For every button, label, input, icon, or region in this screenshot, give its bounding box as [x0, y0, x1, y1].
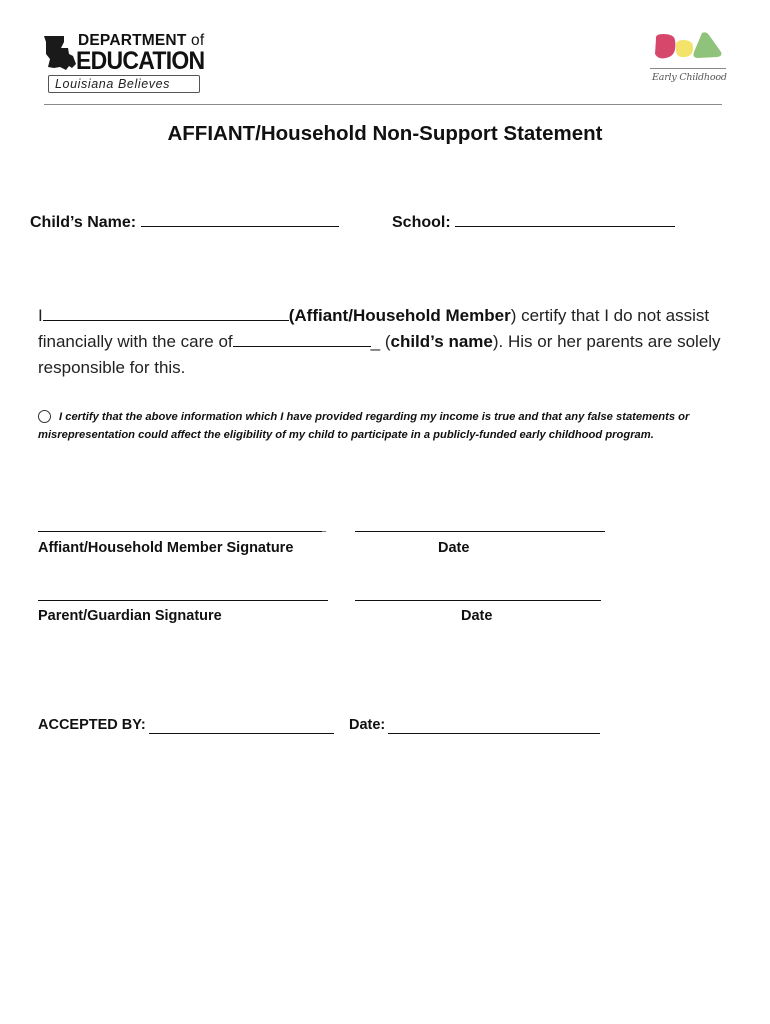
logo-tagline: Louisiana Believes: [48, 75, 200, 93]
accepted-by-label: ACCEPTED BY:: [38, 717, 146, 733]
logo-department-text: DEPARTMENT of: [78, 32, 205, 49]
affiant-name-input[interactable]: [43, 306, 289, 321]
date2-line[interactable]: [355, 600, 601, 601]
department-of-education-logo: [42, 32, 212, 94]
affiant-statement: I (Affiant/Household Member) certify that I do not assist financially with the care of _ (child’s name). His or her parents are solely responsible for this.: [38, 306, 721, 377]
school-input[interactable]: [455, 212, 675, 227]
document-title: AFFIANT/Household Non-Support Statement: [167, 122, 603, 145]
louisiana-state-icon: [42, 34, 78, 74]
child-name-inline-input[interactable]: [233, 332, 371, 347]
child-name-input[interactable]: [141, 212, 339, 227]
early-childhood-logo-text: Early Childhood: [652, 72, 727, 83]
school-field: [392, 212, 675, 232]
parent-signature-label: Parent/Guardian Signature: [38, 608, 222, 624]
certification-text: I certify that the above information which I have provided regarding my income is true and that any false statements or misrepresentation could affect the eligibility of my child to participate in a publicly-funded early childhood program.: [38, 411, 690, 441]
certify-radio[interactable]: [38, 410, 51, 423]
accepted-by-line[interactable]: [149, 733, 334, 734]
early-childhood-logo: [650, 30, 726, 100]
parent-signature-line[interactable]: [38, 600, 328, 601]
child-name-label: Child’s Name:: [30, 214, 137, 231]
affiant-signature-label: Affiant/Household Member Signature: [38, 540, 294, 556]
header-divider: [44, 104, 722, 105]
date1-line[interactable]: [355, 531, 605, 532]
accepted-date-line[interactable]: [388, 733, 600, 734]
early-childhood-shapes-icon: [650, 30, 724, 70]
date2-label: Date: [461, 608, 493, 624]
accepted-date-label: Date:: [349, 717, 386, 733]
logo-education-text: EDUCATION: [76, 47, 205, 75]
affiant-signature-line[interactable]: [38, 531, 322, 532]
child-name-field: [30, 212, 339, 232]
certification-statement: [38, 408, 708, 444]
school-label: School:: [392, 214, 451, 231]
date1-label: Date: [438, 540, 470, 556]
affiant-signature-tail: _: [318, 518, 327, 534]
